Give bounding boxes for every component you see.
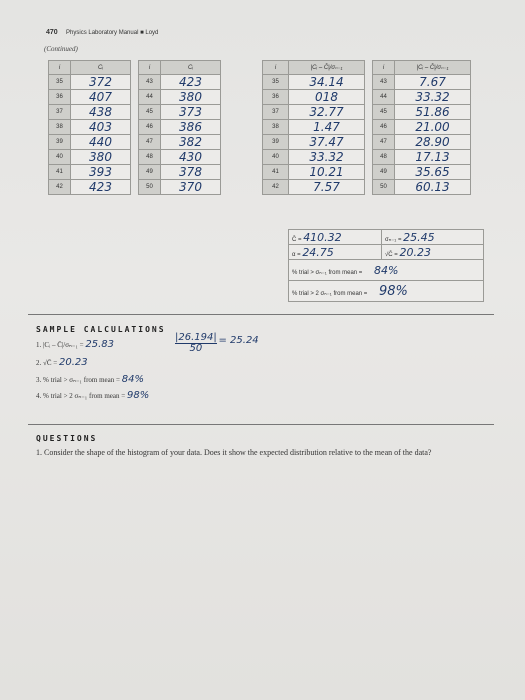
deviation-table (262, 60, 471, 195)
value-cell: 35.65 (395, 165, 471, 180)
counts-row (49, 120, 221, 135)
index-cell: 35 (49, 75, 71, 90)
value-cell: 37.47 (289, 135, 365, 150)
page-number: 470 (46, 29, 58, 36)
column-gap (365, 150, 373, 165)
value-cell: 28.90 (395, 135, 471, 150)
deviation-row (263, 120, 471, 135)
header-i: i (263, 61, 289, 75)
value-cell: 438 (71, 105, 131, 120)
work-numerator: |26.194| (175, 332, 217, 343)
column-gap (131, 180, 139, 195)
column-gap (131, 165, 139, 180)
trial1-value: 84% (373, 263, 399, 277)
sample-line-4: 4. % trial > 2 σₙ₋₁ from mean = 98% (36, 390, 150, 401)
index-cell: 43 (139, 75, 161, 90)
header-deviation: |Cᵢ – C̄|/σₙ₋₁ (395, 61, 471, 75)
deviation-row (263, 165, 471, 180)
column-gap (131, 90, 139, 105)
index-cell: 50 (373, 180, 395, 195)
index-cell: 49 (373, 165, 395, 180)
index-cell: 36 (49, 90, 71, 105)
trial2-cell: % trial > 2 σₙ₋₁ from mean = 98% (289, 281, 484, 302)
header-i: i (373, 61, 395, 75)
counts-row (49, 180, 221, 195)
value-cell: 382 (161, 135, 221, 150)
value-cell: 378 (161, 165, 221, 180)
index-cell: 48 (373, 150, 395, 165)
value-cell: 018 (289, 90, 365, 105)
value-cell: 51.86 (395, 105, 471, 120)
value-cell: 10.21 (289, 165, 365, 180)
sqrt-value: 20.23 (399, 245, 431, 259)
deviation-row (263, 180, 471, 195)
header-i: i (139, 61, 161, 75)
sample-line-2: 2. √C̄ = 20.23 (36, 357, 88, 368)
column-gap (365, 105, 373, 120)
index-cell: 37 (263, 105, 289, 120)
value-cell: 386 (161, 120, 221, 135)
sample-calculations-heading: SAMPLE CALCULATIONS (36, 325, 166, 334)
index-cell: 48 (139, 150, 161, 165)
column-gap (365, 75, 373, 90)
index-cell: 36 (263, 90, 289, 105)
index-cell: 40 (49, 150, 71, 165)
column-gap (365, 135, 373, 150)
value-cell: 403 (71, 120, 131, 135)
alpha-cell: α = 24.75 (289, 245, 382, 260)
index-cell: 39 (263, 135, 289, 150)
counts-row (49, 90, 221, 105)
index-cell: 49 (139, 165, 161, 180)
line3-value: 84% (121, 374, 144, 385)
index-cell: 39 (49, 135, 71, 150)
column-gap (365, 165, 373, 180)
value-cell: 60.13 (395, 180, 471, 195)
index-cell: 44 (139, 90, 161, 105)
value-cell: 17.13 (395, 150, 471, 165)
header-ci: Cᵢ (71, 61, 131, 75)
sqrt-cell: √C̄ = 20.23 (382, 245, 484, 260)
header-i: i (49, 61, 71, 75)
index-cell: 44 (373, 90, 395, 105)
index-cell: 45 (373, 105, 395, 120)
value-cell: 1.47 (289, 120, 365, 135)
question-1: 1. Consider the shape of the histogram of your data. Does it show the expected distribution relative to the mean of the data? (36, 448, 432, 457)
work-denominator: 50 (189, 343, 203, 354)
index-cell: 38 (263, 120, 289, 135)
index-cell: 38 (49, 120, 71, 135)
deviation-row (263, 75, 471, 90)
sigma-value: 25.45 (403, 230, 435, 244)
line1-work (175, 333, 275, 354)
counts-row (49, 105, 221, 120)
value-cell: 380 (161, 90, 221, 105)
line1-value: 25.83 (85, 339, 115, 350)
index-cell: 35 (263, 75, 289, 90)
column-gap (365, 180, 373, 195)
deviation-row (263, 135, 471, 150)
divider (28, 314, 494, 315)
value-cell: 430 (161, 150, 221, 165)
value-cell: 440 (71, 135, 131, 150)
header-deviation: |Cᵢ – C̄|/σₙ₋₁ (289, 61, 365, 75)
counts-row (49, 165, 221, 180)
column-gap (131, 75, 139, 90)
header-ci: Cᵢ (161, 61, 221, 75)
value-cell: 34.14 (289, 75, 365, 90)
index-cell: 47 (139, 135, 161, 150)
counts-table (48, 60, 221, 195)
value-cell: 370 (161, 180, 221, 195)
index-cell: 41 (263, 165, 289, 180)
sigma-cell: σₙ₋₁ = 25.45 (382, 230, 484, 245)
page-header (46, 29, 158, 36)
column-gap (365, 120, 373, 135)
column-gap (131, 120, 139, 135)
index-cell: 47 (373, 135, 395, 150)
index-cell: 40 (263, 150, 289, 165)
counts-row (49, 150, 221, 165)
index-cell: 46 (139, 120, 161, 135)
cbar-value: 410.32 (303, 230, 342, 244)
value-cell: 423 (71, 180, 131, 195)
index-cell: 37 (49, 105, 71, 120)
questions-heading: QUESTIONS (36, 434, 98, 443)
value-cell: 423 (161, 75, 221, 90)
line4-value: 98% (126, 390, 150, 401)
value-cell: 32.77 (289, 105, 365, 120)
value-cell: 21.00 (395, 120, 471, 135)
index-cell: 45 (139, 105, 161, 120)
line2-value: 20.23 (58, 357, 88, 368)
divider (28, 424, 494, 425)
alpha-value: 24.75 (302, 245, 334, 259)
value-cell: 33.32 (395, 90, 471, 105)
deviation-row (263, 105, 471, 120)
trial2-value: 98% (378, 283, 408, 299)
trial1-cell: % trial > σₙ₋₁ from mean = 84% (289, 260, 484, 281)
index-cell: 46 (373, 120, 395, 135)
column-gap (131, 150, 139, 165)
index-cell: 41 (49, 165, 71, 180)
value-cell: 33.32 (289, 150, 365, 165)
cbar-cell: C̄ = 410.32 (289, 230, 382, 245)
value-cell: 7.57 (289, 180, 365, 195)
value-cell: 372 (71, 75, 131, 90)
column-gap (365, 90, 373, 105)
counts-row (49, 75, 221, 90)
index-cell: 43 (373, 75, 395, 90)
column-gap (131, 105, 139, 120)
continued-label: (Continued) (44, 45, 78, 53)
index-cell: 42 (49, 180, 71, 195)
value-cell: 393 (71, 165, 131, 180)
running-title: Physics Laboratory Manual ■ Loyd (66, 30, 159, 36)
value-cell: 407 (71, 90, 131, 105)
summary-table (288, 229, 484, 302)
index-cell: 42 (263, 180, 289, 195)
value-cell: 380 (71, 150, 131, 165)
column-gap (131, 135, 139, 150)
sample-line-3: 3. % trial > σₙ₋₁ from mean = 84% (36, 374, 144, 385)
index-cell: 50 (139, 180, 161, 195)
deviation-row (263, 90, 471, 105)
value-cell: 7.67 (395, 75, 471, 90)
counts-row (49, 135, 221, 150)
value-cell: 373 (161, 105, 221, 120)
deviation-row (263, 150, 471, 165)
sample-line-1: 1. |Cᵢ – C̄|/σₙ₋₁ = 25.83 (36, 339, 115, 350)
work-result: = 25.24 (218, 335, 259, 346)
